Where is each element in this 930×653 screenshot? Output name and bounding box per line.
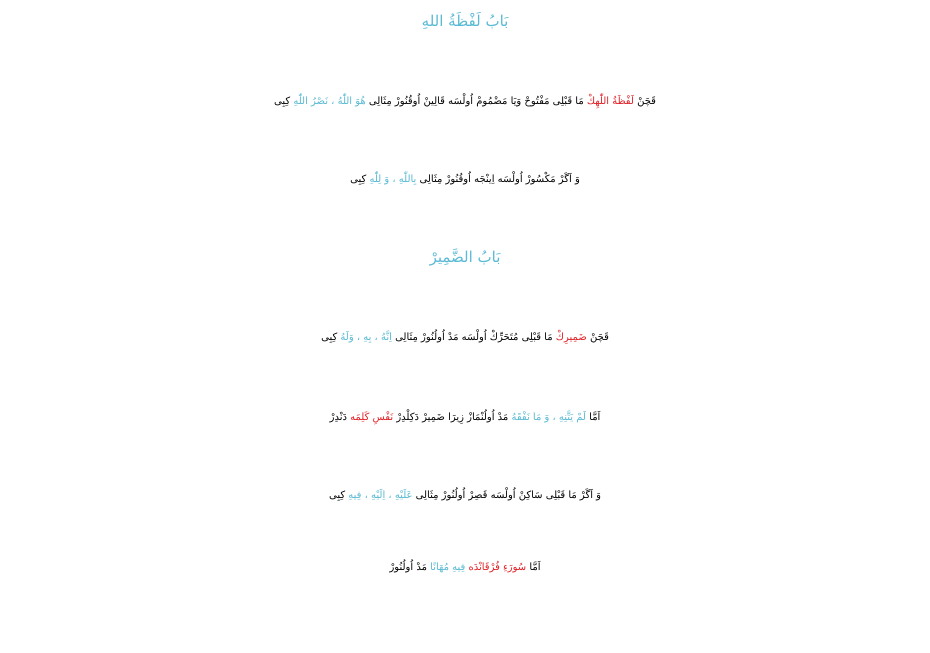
zamir-line-1 <box>0 332 930 343</box>
body-text: دَنْدِرْ <box>329 412 351 423</box>
body-text: وَ اَگَرْ مَكْسُورْ اُولْسَه اِينْجَه اُوقُنُورْ مِثَالِى <box>416 174 580 185</box>
zamir-line-2 <box>0 412 930 423</box>
lafza-line-1 <box>0 96 930 107</box>
body-text: مَدْ اُولُنْمَازْ زِيرَا ضَمِيرْ دَكِلْدِرْ <box>393 412 512 423</box>
body-text: وَ اَگَرْ مَا قَبْلِى سَاكِنْ اُولْسَه قَصِرْ اُولُنُورْ مِثَالِى <box>412 490 601 501</box>
body-text: كِبِى <box>321 332 341 343</box>
example-word: بِاللّٰهِ ، وَ لِلّٰهِ <box>369 174 417 185</box>
body-text: قَچَنْ <box>633 96 656 107</box>
lafza-line-2 <box>0 174 930 185</box>
example-word: هُوَ اللّٰهُ ، نَصْرُ اللّٰهِ <box>293 96 366 107</box>
body-text: مَدْ اُولُنُورْ <box>389 562 431 573</box>
body-text: مَا قَبْلِى مَفْتُوحْ وَيَا مَضْمُومْ اُولْسَه قَالِينْ اُوقُنُورْ مِثَالِى <box>365 96 587 107</box>
body-text: اَمَّا <box>585 412 601 423</box>
zamir-line-3 <box>0 490 930 501</box>
body-text: كِبِى <box>274 96 294 107</box>
body-text: اَمَّا <box>526 562 541 573</box>
example-word: لَمْ يَتَّنِهِ ، وَ مَا نَفْقَهُ <box>511 412 586 423</box>
example-word: فِيهِ مُهَانًا <box>430 562 466 573</box>
zamir-line-4 <box>0 562 930 573</box>
body-text: قَچَنْ <box>586 332 609 343</box>
section-heading-lafza: بَابُ لَفْظَةُ اللهِ <box>421 12 509 30</box>
example-word: عَلَيْهِ ، اِلَيْهِ ، فِيهِ <box>348 490 413 501</box>
section-heading-zamir: بَابُ الضَّمِيرْ <box>429 248 501 266</box>
example-word: اِنَّهُ ، بِهِ ، وَلَهُ <box>340 332 392 343</box>
body-text: كِبِى <box>328 490 349 501</box>
highlighted-term: لَفْظَةُ اللّٰهِكْ <box>586 96 634 107</box>
body-text: مَا قَبْلِى مُتَحَرِّكْ اُولْسَه مَدْ اُولُنُورْ مِثَالِى <box>391 332 556 343</box>
body-text: كِبِى <box>350 174 370 185</box>
highlighted-term: ضَمِيرِكْ <box>555 332 587 343</box>
highlighted-term: نَفْسِ كَلِمَه <box>350 412 394 423</box>
highlighted-term: سُورَءِ فُرْقَانْدَه <box>468 562 527 573</box>
